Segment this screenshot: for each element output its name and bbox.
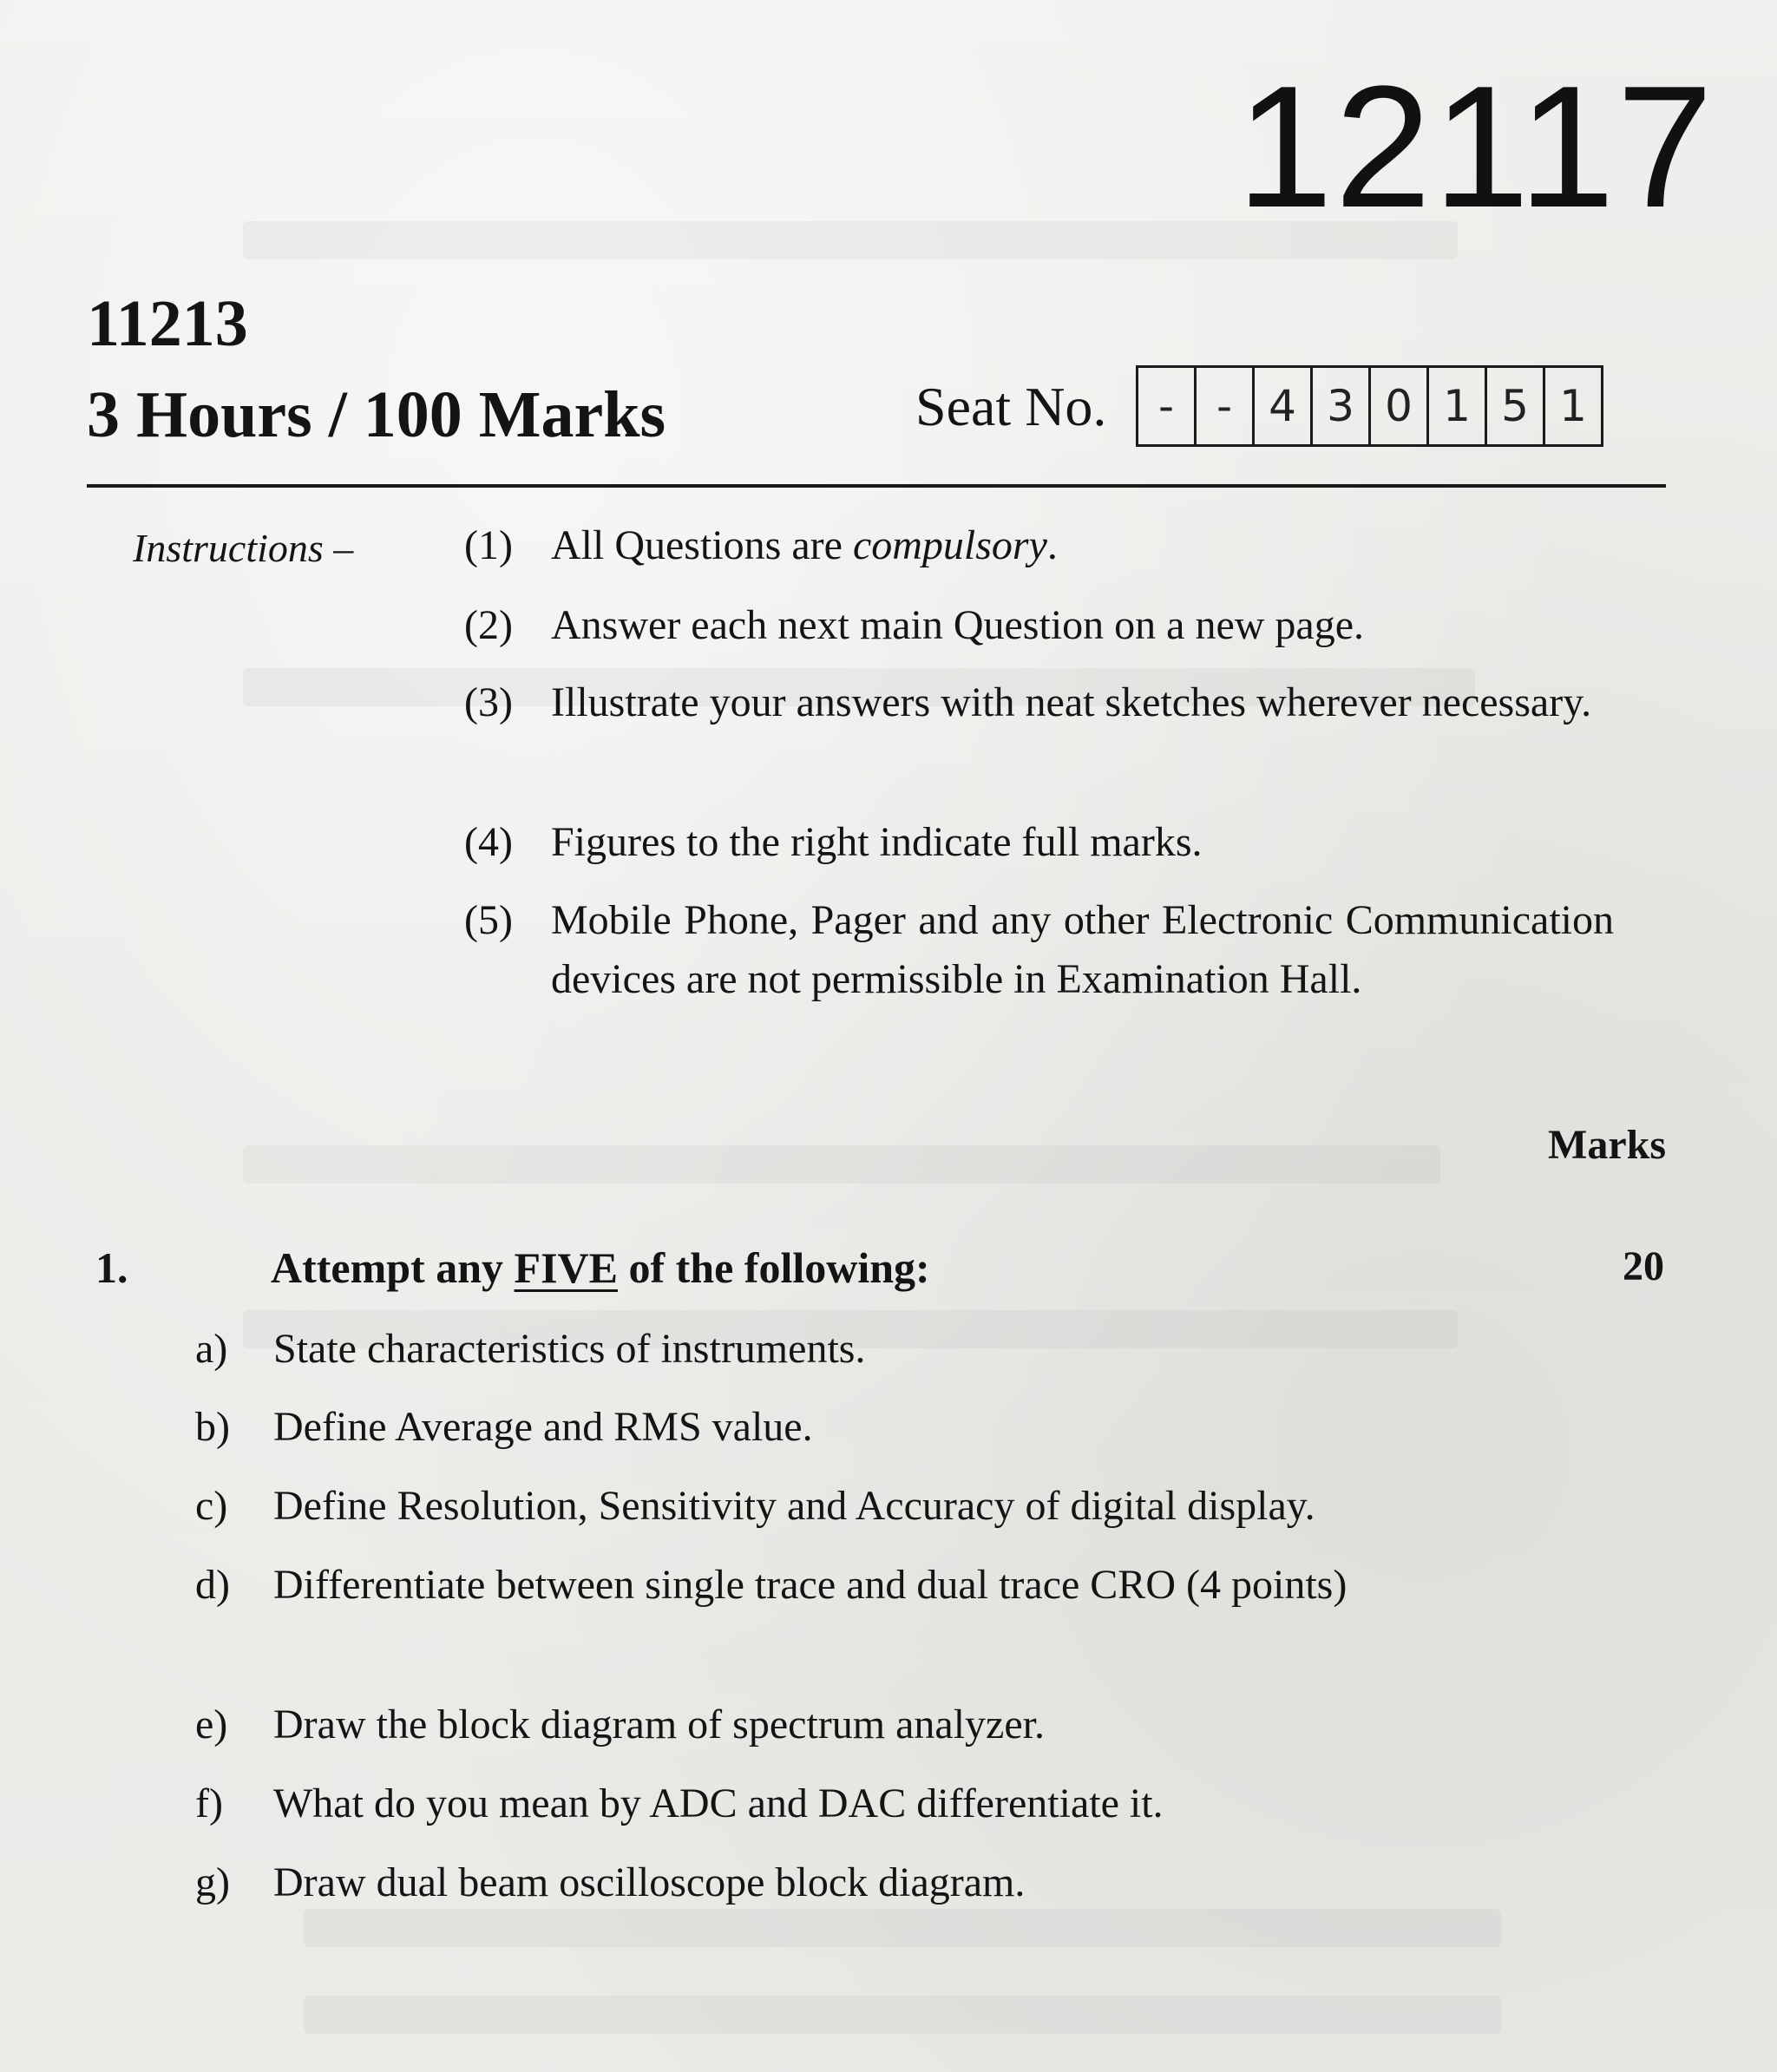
instruction-item [464,596,1614,655]
sub-question-text: State characteristics of instruments. [273,1326,866,1372]
sub-question-text: Draw the block diagram of spectrum analyzer. [273,1702,1045,1747]
instruction-text: Answer each next main Question on a new page. [551,602,1365,648]
instruction-number: (5) [464,897,513,943]
instruction-item [464,813,1614,872]
sub-question [195,1322,1566,1376]
sub-question-text: Draw dual beam oscilloscope block diagram. [273,1859,1026,1905]
question-marks: 20 [1623,1243,1664,1289]
bleed-through-mark [243,1145,1440,1184]
sub-question-letter: a) [195,1326,228,1372]
instruction-text: Mobile Phone, Pager and any other Electronic Communication devices are not permissible in Examination Hall. [551,897,1614,1002]
seat-number-digit: 5 [1487,368,1545,444]
sub-question-letter: g) [195,1859,230,1905]
duration-and-marks: 3 Hours / 100 Marks [87,378,666,451]
sub-question [195,1856,1566,1910]
instruction-number: (4) [464,819,513,865]
seat-number-digit: 4 [1255,368,1313,444]
seat-number-boxes [1136,365,1603,447]
paper-code: 12117 [1236,50,1715,244]
sub-question [195,1777,1566,1831]
seat-number-digit: - [1197,368,1255,444]
marks-column-heading: Marks [1548,1122,1666,1168]
seat-number-digit: 0 [1371,368,1429,444]
seat-number-digit: 1 [1429,368,1487,444]
sub-question-letter: c) [195,1483,228,1529]
subject-code: 11213 [87,287,248,360]
sub-question-text: Differentiate between single trace and dual trace CRO (4 points) [273,1562,1348,1608]
instructions-label: Instructions – [133,526,354,570]
seat-number-label: Seat No. [915,376,1107,437]
instruction-number: (2) [464,602,513,648]
sub-question-letter: e) [195,1702,228,1747]
question-number: 1. [95,1243,128,1292]
sub-question-text: Define Resolution, Sensitivity and Accuracy of digital display. [273,1483,1315,1529]
question-title: Attempt any FIVE of the following: [271,1243,930,1292]
seat-number-digit: - [1138,368,1197,444]
bleed-through-mark [304,1996,1501,2034]
seat-number-digit: 3 [1313,368,1371,444]
instruction-item [464,891,1614,1009]
sub-question [195,1400,1566,1454]
instruction-item [464,673,1614,732]
sub-question-letter: d) [195,1562,230,1608]
seat-number-digit: 1 [1559,381,1587,431]
sub-question [195,1479,1566,1533]
header-divider [87,484,1666,488]
instruction-text: Figures to the right indicate full marks. [551,819,1203,865]
sub-question [195,1698,1566,1752]
instruction-number: (1) [464,522,513,568]
sub-question-text: What do you mean by ADC and DAC differentiate it. [273,1780,1164,1826]
instruction-number: (3) [464,679,513,725]
bleed-through-mark [304,1909,1501,1947]
sub-question-letter: f) [195,1780,223,1826]
sub-question [195,1558,1445,1612]
instruction-item [464,516,1614,575]
sub-question-text: Define Average and RMS value. [273,1404,813,1450]
instruction-text: All Questions are compulsory. [551,522,1058,568]
instruction-text: Illustrate your answers with neat sketches wherever necessary. [551,679,1592,725]
sub-question-letter: b) [195,1404,230,1450]
